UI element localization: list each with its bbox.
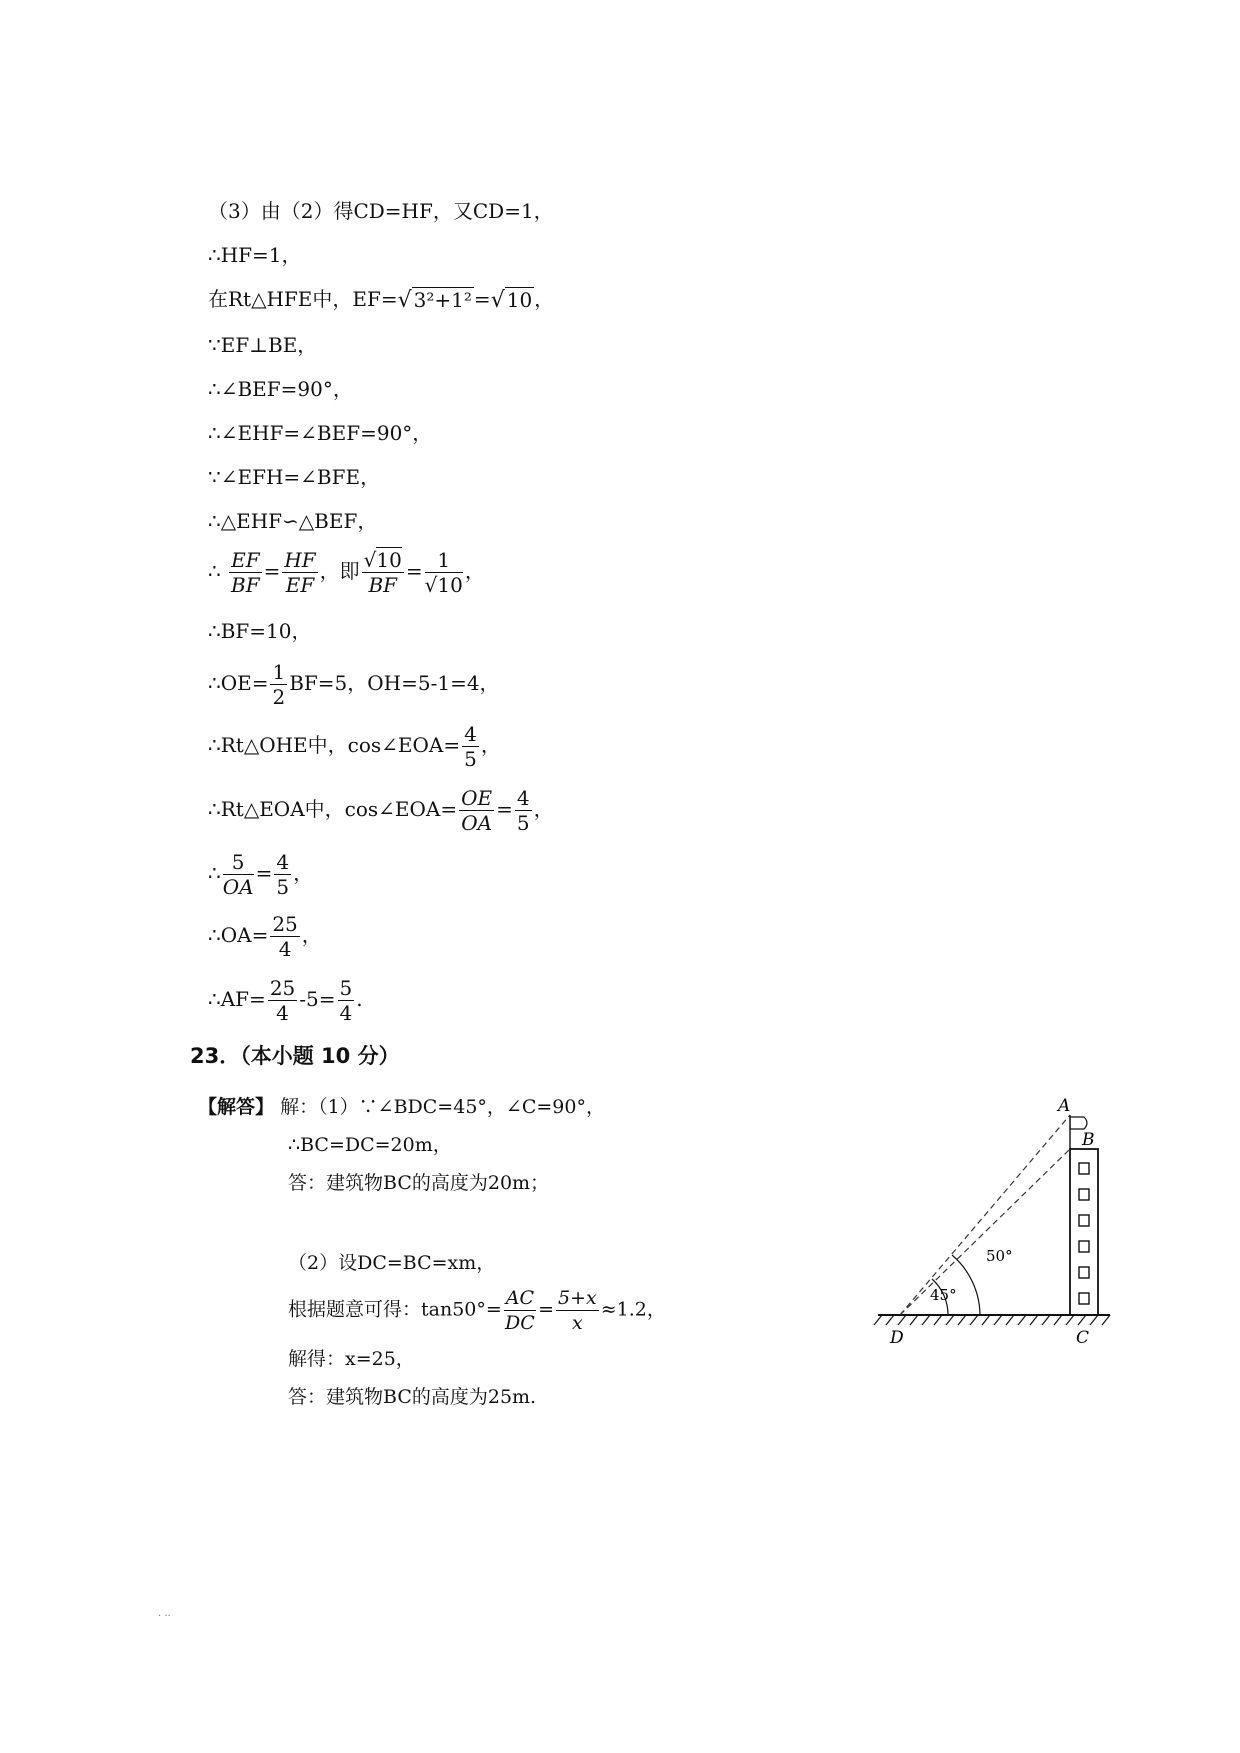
line-16 — [208, 976, 363, 1025]
line-8: ∴△EHF∽△BEF， — [208, 509, 378, 533]
fraction-sqrt10-bf: $\frac{√10}{BF}$ — [363, 548, 402, 597]
comma: ， — [534, 287, 555, 311]
question-23-heading: 23．（本小题 10 分） — [190, 1044, 400, 1068]
comma: ， — [533, 797, 554, 821]
therefore: ∴ — [208, 861, 221, 885]
line-10: ∴BF=10， — [208, 619, 312, 643]
line-2: ∴HF=1， — [208, 243, 302, 267]
fraction-hf-ef: $\frac{HF}{EF}$ — [284, 548, 316, 597]
fraction-5-4: $\frac{5}{4}$ — [339, 976, 353, 1025]
window-6 — [1079, 1293, 1089, 1304]
comma: ， — [464, 559, 485, 583]
line-6: ∴∠EHF=∠BEF=90°， — [208, 421, 433, 445]
cos-prefix: ∴Rt△EOA中，cos∠EOA= — [208, 797, 458, 821]
window-4 — [1079, 1241, 1089, 1252]
equals: = — [496, 797, 513, 821]
fraction-1-sqrt10: $\frac{1}{√10}$ — [424, 548, 463, 597]
solution-line-2: ∴BC=DC=20m， — [288, 1134, 452, 1156]
fraction-5-oa: $\frac{5}{OA}$ — [222, 850, 254, 899]
fraction-4-5: $\frac{4}{5}$ — [276, 850, 290, 899]
solution-line-3: 答：建筑物BC的高度为20m； — [288, 1172, 550, 1194]
line-9 — [208, 548, 485, 597]
equals: = — [405, 559, 423, 583]
window-2 — [1079, 1189, 1089, 1200]
angle-50-label: 50° — [986, 1247, 1013, 1265]
footer-marks: . .. — [158, 1608, 171, 1619]
equals: = — [263, 559, 281, 583]
fraction-oe-oa: $\frac{OE}{OA}$ — [461, 786, 493, 835]
namely: ，即 — [319, 559, 360, 583]
answer-tag: 【解答】 — [198, 1096, 275, 1118]
minus-five: -5= — [299, 987, 336, 1011]
line-15 — [208, 912, 322, 961]
label-b: B — [1082, 1130, 1095, 1150]
window-1 — [1079, 1163, 1089, 1174]
sight-line-b — [900, 1149, 1070, 1315]
period: . — [356, 987, 363, 1011]
cos-prefix: ∴Rt△OHE中，cos∠EOA= — [208, 733, 461, 757]
line-13 — [208, 786, 554, 835]
fraction-25-4: $\frac{25}{4}$ — [269, 976, 296, 1025]
window-5 — [1079, 1267, 1089, 1278]
building-windows — [1079, 1163, 1089, 1304]
comma: ， — [301, 923, 322, 947]
radicand-ten: 10 — [506, 288, 533, 312]
line-4: ∵EF⊥BE， — [208, 333, 318, 357]
solution-line-7: 答：建筑物BC的高度为25m. — [288, 1386, 537, 1408]
fraction-ac-dc: $\frac{AC}{DC}$ — [505, 1287, 535, 1334]
building-figure — [870, 1095, 1120, 1355]
label-a: A — [1058, 1096, 1071, 1116]
angle-arc-50 — [952, 1255, 980, 1315]
ground-hatch — [874, 1315, 1110, 1325]
radicand: 3²+1² — [413, 288, 472, 312]
solution-line-1 — [198, 1094, 605, 1120]
approx: ≈1.2， — [600, 1298, 666, 1321]
line-7: ∵∠EFH=∠BFE， — [208, 465, 381, 489]
line-1: （3）由（2）得CD=HF，又CD=1， — [208, 199, 554, 223]
fraction-half: $\frac{1}{2}$ — [272, 660, 286, 709]
label-d: D — [890, 1328, 904, 1348]
comma: ， — [293, 861, 314, 885]
fraction-25-4: $\frac{25}{4}$ — [272, 912, 298, 961]
af-prefix: ∴AF= — [208, 987, 266, 1011]
line-11 — [208, 660, 500, 709]
label-c: C — [1076, 1328, 1090, 1348]
solution-part1: 解：（1）∵∠BDC=45°，∠C=90°， — [280, 1096, 605, 1118]
therefore: ∴ — [208, 559, 221, 583]
fraction-ef-bf: $\frac{EF}{BF}$ — [231, 548, 260, 597]
sight-line-a — [900, 1115, 1070, 1315]
equals: = — [473, 287, 491, 311]
oe-suffix: BF=5，OH=5-1=4， — [289, 671, 500, 695]
line-3 — [208, 286, 554, 314]
solution-line-4: （2）设DC=BC=xm， — [288, 1252, 496, 1274]
equals: = — [255, 861, 273, 885]
angle-45-label: 45° — [930, 1286, 957, 1304]
line-3-text: 在Rt△HFE中，EF= — [208, 287, 398, 311]
solution-line-5 — [288, 1286, 666, 1335]
sqrt-expression: √ 3²+1² — [397, 288, 472, 313]
line-12 — [208, 722, 501, 771]
oa-prefix: ∴OA= — [208, 923, 269, 947]
flag — [1070, 1117, 1087, 1129]
fraction-4-5: $\frac{4}{5}$ — [464, 722, 477, 771]
line-5: ∴∠BEF=90°， — [208, 377, 353, 401]
sqrt-ten: √ 10 — [490, 288, 533, 313]
fraction-4-5: $\frac{4}{5}$ — [516, 786, 530, 835]
fraction-5x-x: $\frac{5+x}{x}$ — [557, 1287, 597, 1334]
equals: = — [538, 1298, 554, 1321]
oe-prefix: ∴OE= — [208, 671, 269, 695]
solution-line-6: 解得：x=25， — [288, 1348, 415, 1370]
window-3 — [1079, 1215, 1089, 1226]
tan-prefix: 根据题意可得：tan50°= — [288, 1298, 502, 1321]
comma: ， — [480, 733, 501, 757]
line-14 — [208, 850, 313, 899]
